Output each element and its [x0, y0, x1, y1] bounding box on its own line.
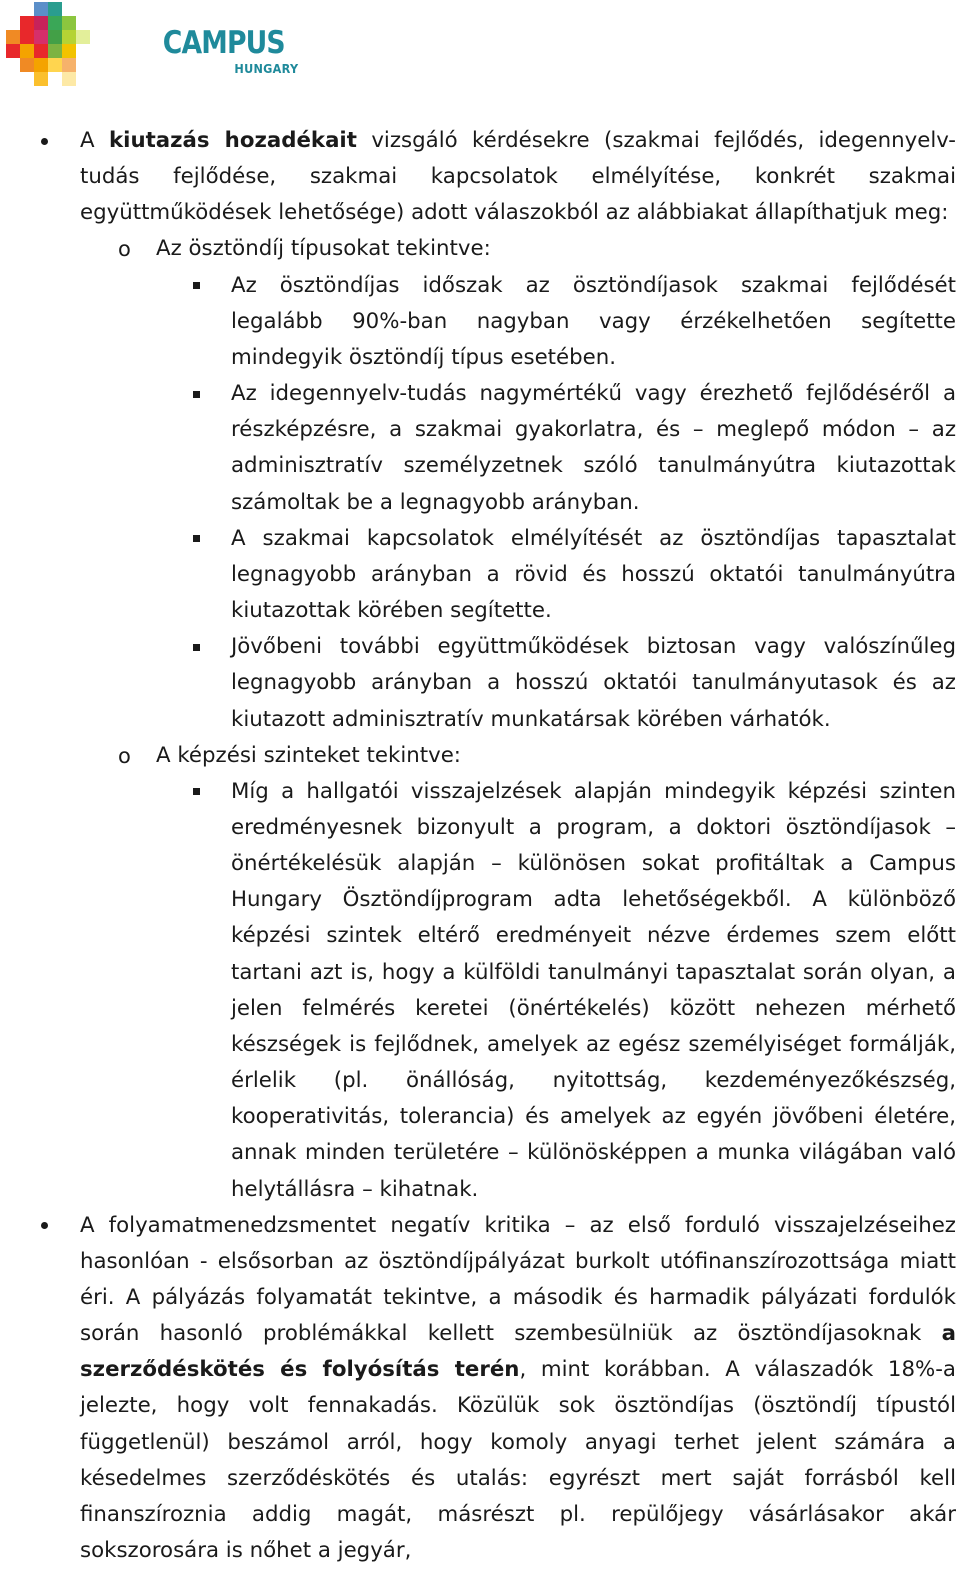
sub-item-text: Az ösztöndíj típusokat tekintve: — [156, 236, 491, 262]
sub-sub-item-text: Az idegennyelv-tudás nagymértékű vagy érezhető fejlődéséről a részképzésre, a szakmai gyakorlatra, és – meglepő módon – az adminisztratív személyzetnek szóló tanulmányútra kiutazottak számoltak be a legnagyobb arányban. — [231, 381, 956, 515]
bullet-item-process-management — [0, 1208, 956, 1569]
square-marker — [193, 521, 200, 557]
sub-sub-item-text: Jövőbeni további együttműködések biztosan vagy valószínűleg legnagyobb arányban a hosszú oktatói tanulmányutasok és az kiutazott adminisztratív munkatársak körében várhatók. — [231, 634, 956, 732]
logo-mosaic-icon — [4, 2, 94, 92]
logo-text — [94, 25, 960, 76]
logo-line-campus: CAMPUS — [162, 25, 285, 61]
logo-line-hungary: HUNGARY — [234, 61, 299, 76]
sub-sub-item-text: A szakmai kapcsolatok elmélyítését az ösztöndíjas tapasztalat legnagyobb arányban a rövid és hosszú oktatói tanulmányútra kiutazottak körében segítette. — [231, 525, 956, 624]
sub-sub-item — [0, 774, 956, 1208]
circle-marker: o — [118, 743, 131, 768]
square-marker — [193, 376, 200, 412]
sub-item-text: A képzési szinteket tekintve: — [156, 742, 461, 768]
sub-sub-item-text: Az ösztöndíjas időszak az ösztöndíjasok szakmai fejlődését legalább 90%-ban nagyban vagy érzékelhetően segítette mindegyik ösztöndíj típus esetében. — [231, 272, 956, 370]
campus-hungary-logo — [4, 2, 299, 92]
sub-sub-item — [0, 521, 956, 629]
sub-item-training-levels — [0, 738, 956, 774]
circle-marker: o — [118, 237, 131, 262]
sub-sub-item — [0, 376, 956, 521]
bullet-text-pre: A folyamatmenedzsmentet negatív kritika – az első forduló visszajelzéseihez hasonlóan - elsősorban az ösztöndíjpályázat burkolt utófinanszírozottsága miatt éri. A pályázás folyamatát tekintve, a második és harmadik pályázati fordulók során hasonló problémákkal kellett szembesülniük az ösztöndíjasoknak — [80, 1212, 956, 1347]
bullet-text-bold: a szerződéskötés és folyósítás terén — [80, 1321, 956, 1383]
bullet-text-post: , mint korábban. A válaszadók 18%-a jelezte, hogy volt fennakadás. Közülük sok ösztöndíjas (ösztöndíj típustól függetlenül) beszámol arról, hogy komoly anyagi terhet jelent számára a késedelmes szerződéskötés és utalás: egyrészt mert saját forrásból kell finanszíroznia addig magát, másrészt pl. repülőjegy vásárlásakor akár sokszorosára is nőhet a jegyár, — [80, 1357, 956, 1564]
bullet-marker — [41, 123, 48, 159]
sub-sub-item-text: Míg a hallgatói visszajelzések alapján mindegyik képzési szinten eredményesnek bizonyult a program, a doktori ösztöndíjasok – önértékelésük alapján – különösen sokat profitáltak a Campus Hungary Ösztöndíjprogram adta lehetőségekből. A különböző képzési szintek eltérő eredményeit nézve érdemes szem előtt tartani azt is, hogy a külföldi tanulmányi tapasztalat során olyan, a jelen felmérés keretei (önértékelés) között nehezen mérhető készségek is fejlődnek, amelyek az egész személyiséget formálják, érlelik (pl. önállóság, nyitottság, kezdeményezőkészség, kooperativitás, tolerancia) és amelyek az egyén jövőbeni életére, annak minden területére – különösképpen a munka világában való helytállásra – kihatnak. — [231, 778, 956, 1202]
bullet-text-post: vizsgáló kérdésekre (szakmai fejlődés, idegennyelv-tudás fejlődése, szakmai kapcsolatok elmélyítése, konkrét szakmai együttműködések lehetősége) adott válaszokból az alábbiakat állapíthatjuk meg: — [80, 128, 956, 226]
square-marker — [193, 774, 200, 810]
bullet-item-outcomes — [0, 123, 956, 231]
sub-item-scholarship-types — [0, 231, 956, 267]
bullet-text-pre: A — [80, 128, 109, 153]
sub-sub-item — [0, 268, 956, 376]
square-marker — [193, 629, 200, 665]
document-body — [0, 123, 960, 1569]
square-marker — [193, 268, 200, 304]
bullet-marker — [41, 1208, 48, 1244]
bullet-text-bold: kiutazás hozadékait — [108, 128, 357, 153]
sub-sub-item — [0, 629, 956, 737]
